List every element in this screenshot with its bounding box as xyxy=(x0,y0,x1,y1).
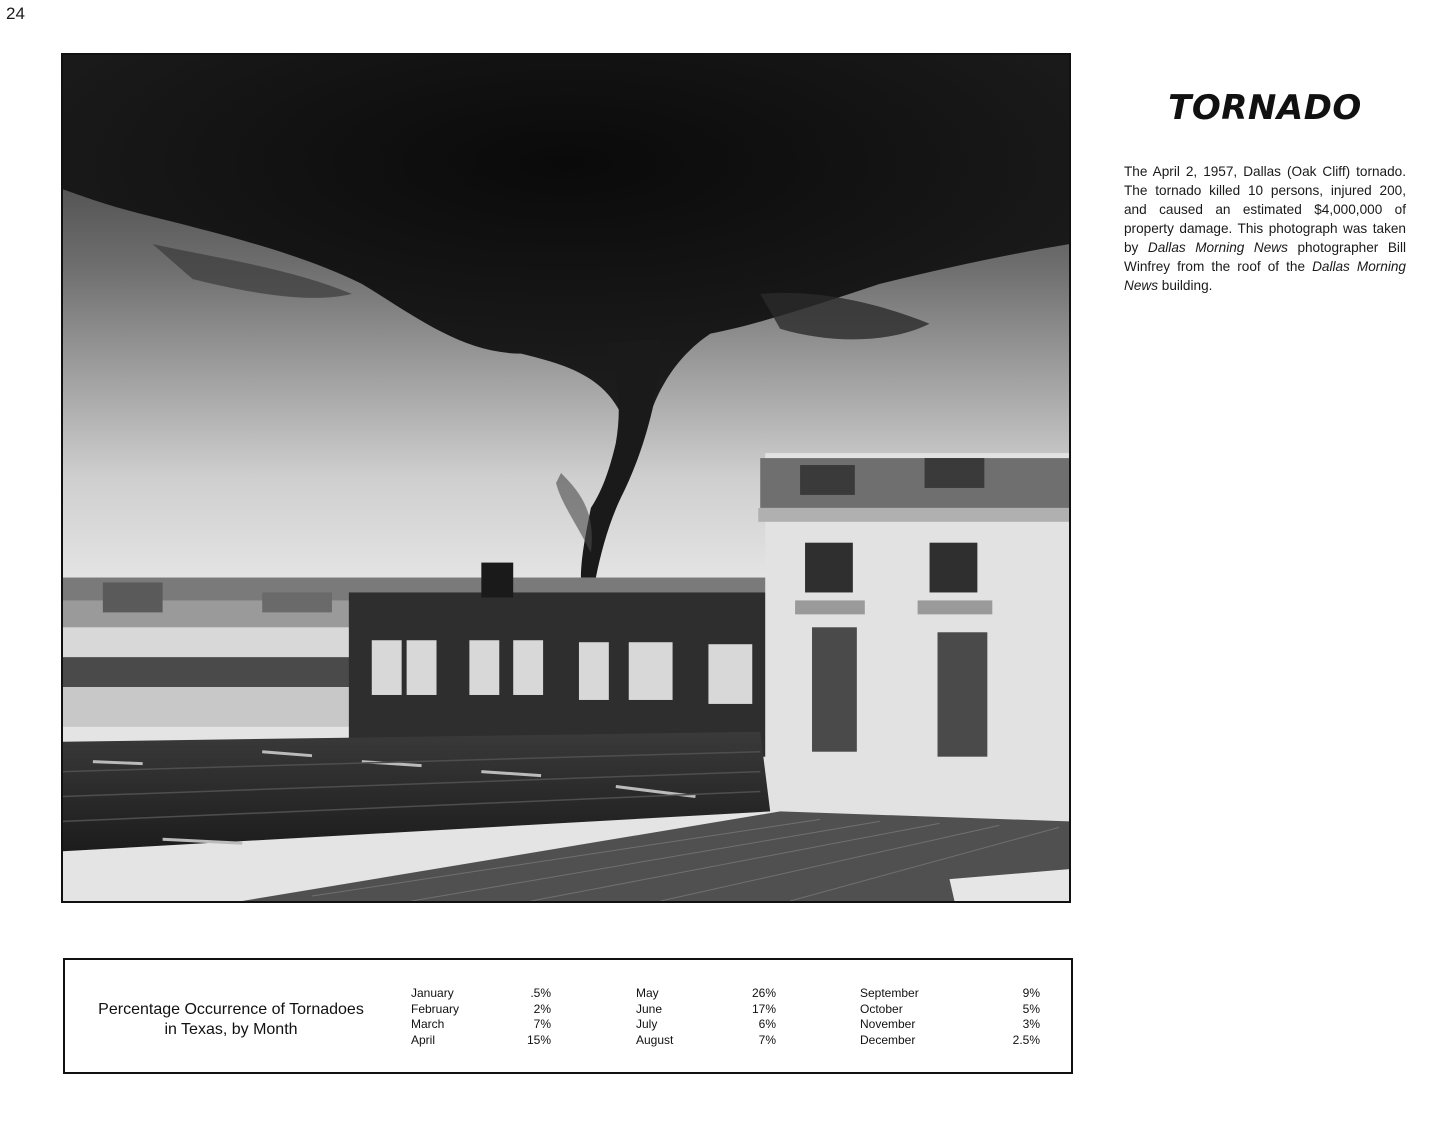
month-label: November xyxy=(860,1017,916,1031)
caption-italic-1: Dallas Morning News xyxy=(1147,240,1288,255)
tornado-photo xyxy=(61,53,1071,903)
stats-title-line-1: Percentage Occurrence of Tornadoes xyxy=(98,1001,364,1018)
tornado-stats-table xyxy=(63,958,1073,1074)
caption-italic-2: Dallas Morning News xyxy=(1124,259,1406,293)
stats-column-1 xyxy=(411,986,551,1048)
month-label: July xyxy=(636,1017,658,1031)
month-label: February xyxy=(411,1001,460,1016)
stats-row xyxy=(860,1033,1040,1049)
month-label: December xyxy=(860,1032,916,1047)
stats-row xyxy=(636,1002,776,1018)
page-title: TORNADO xyxy=(1168,88,1362,128)
month-value: 5% xyxy=(1022,1001,1040,1016)
month-value: 7% xyxy=(758,1032,776,1047)
stats-row xyxy=(411,1017,551,1033)
photo-caption xyxy=(1124,162,1406,295)
page-number: 24 xyxy=(6,4,25,23)
month-value: 15% xyxy=(526,1032,551,1047)
month-value: 2.5% xyxy=(1012,1032,1040,1047)
month-value: 17% xyxy=(751,1001,776,1016)
stats-column-3 xyxy=(860,986,1040,1048)
stats-row xyxy=(636,1017,776,1033)
month-value: .5% xyxy=(530,986,551,1000)
month-value: 7% xyxy=(533,1017,551,1031)
stats-row xyxy=(411,1033,551,1049)
stats-title xyxy=(91,1000,371,1040)
stats-column-2 xyxy=(636,986,776,1048)
stats-row xyxy=(411,1002,551,1018)
month-value: 26% xyxy=(751,986,776,1000)
month-label: August xyxy=(636,1032,674,1047)
stats-row xyxy=(636,986,776,1002)
caption-text-1: The April 2, 1957, Dallas (Oak Cliff) tornado. The tornado killed 10 persons, injured 200, and caused an estimated $4,000,000 of property damage. This photograph was taken by xyxy=(1124,164,1406,255)
stats-row xyxy=(860,986,1040,1002)
month-value: 6% xyxy=(758,1017,776,1031)
month-label: October xyxy=(860,1001,903,1016)
stats-row xyxy=(860,1002,1040,1018)
month-label: March xyxy=(411,1017,445,1031)
month-label: June xyxy=(636,1001,663,1016)
tornado-photo-illustration xyxy=(63,55,1069,901)
month-value: 2% xyxy=(533,1001,551,1016)
month-label: January xyxy=(411,986,454,1000)
month-value: 3% xyxy=(1022,1017,1040,1031)
month-label: May xyxy=(636,986,659,1000)
month-label: April xyxy=(411,1032,436,1047)
stats-title-line-2: in Texas, by Month xyxy=(164,1021,298,1038)
stats-row xyxy=(411,986,551,1002)
month-label: September xyxy=(860,986,919,1000)
caption-text-3: building. xyxy=(1158,278,1213,293)
month-value: 9% xyxy=(1022,986,1040,1000)
stats-row xyxy=(636,1033,776,1049)
caption-text-2: photographer Bill Winfrey from the roof of the xyxy=(1124,240,1406,274)
stats-row xyxy=(860,1017,1040,1033)
